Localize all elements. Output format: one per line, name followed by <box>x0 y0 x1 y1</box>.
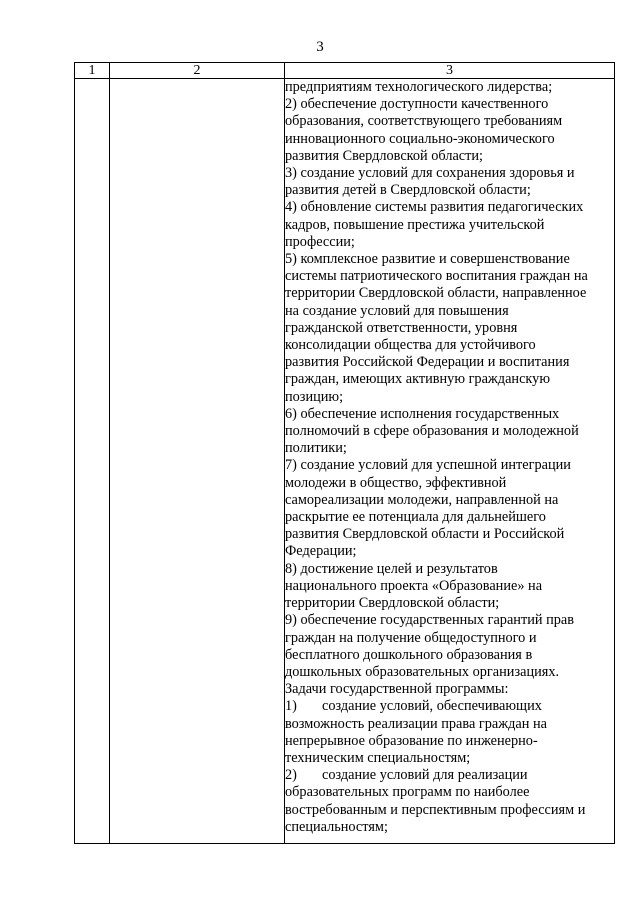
text-line: развития Российской Федерации и воспитания <box>285 354 570 371</box>
column-2-cell <box>110 79 285 844</box>
text-line: гражданской ответственности, уровня <box>285 319 518 336</box>
program-table <box>74 62 615 844</box>
text-line: территории Свердловской области; <box>285 595 500 612</box>
text-line: самореализации молодежи, направленной на <box>285 491 559 508</box>
task-text-1: создание условий, обеспечивающих <box>322 698 542 715</box>
task-item-1 <box>285 698 614 715</box>
column-3-cell <box>285 79 615 844</box>
text-line: системы патриотического воспитания граждан на <box>285 268 588 285</box>
text-line: 3) создание условий для сохранения здоровья и <box>285 165 575 182</box>
task-1-line: возможность реализации права граждан на <box>285 715 547 732</box>
column-1-cell <box>75 79 110 844</box>
text-line: политики; <box>285 440 347 457</box>
text-line: полномочий в сфере образования и молодежной <box>285 423 579 440</box>
column-header-1: 1 <box>75 63 110 79</box>
text-line: инновационного социально-экономического <box>285 130 555 147</box>
page-number: 3 <box>316 39 324 55</box>
text-line: предприятиям технологического лидерства; <box>285 79 553 95</box>
text-line: кадров, повышение престижа учительской <box>285 216 545 233</box>
task-2-line: специальностям; <box>285 818 388 835</box>
text-line: профессии; <box>285 233 355 250</box>
task-1-line: техническим специальностям; <box>285 749 471 766</box>
text-line: молодежи в общество, эффективной <box>285 474 507 491</box>
text-line: позицию; <box>285 388 344 405</box>
text-line: 4) обновление системы развития педагогических <box>285 199 584 216</box>
text-line: Федерации; <box>285 543 357 560</box>
goals-text <box>285 79 614 698</box>
text-line: граждан на получение общедоступного и <box>285 629 537 646</box>
text-line: 7) создание условий для успешной интеграции <box>285 457 571 474</box>
text-line: 6) обеспечение исполнения государственных <box>285 405 560 422</box>
text-line: 5) комплексное развитие и совершенствование <box>285 251 570 268</box>
column-header-3: 3 <box>285 63 615 79</box>
text-line: 8) достижение целей и результатов <box>285 560 498 577</box>
text-line: консолидации общества для устойчивого <box>285 337 536 354</box>
text-line: развития Свердловской области и Российской <box>285 526 565 543</box>
text-line: раскрытие ее потенциала для дальнейшего <box>285 509 546 526</box>
task-continuation-2 <box>285 784 614 836</box>
text-line: Задачи государственной программы: <box>285 681 509 698</box>
text-line: на создание условий для повышения <box>285 302 509 319</box>
column-header-2: 2 <box>110 63 285 79</box>
text-line: развития Свердловской области; <box>285 147 484 164</box>
task-number-1: 1) <box>285 698 297 715</box>
task-number-2: 2) <box>285 767 297 784</box>
table-row <box>75 79 615 844</box>
task-continuation-1 <box>285 716 614 768</box>
text-line: дошкольных образовательных организациях. <box>285 663 560 680</box>
table-header-row <box>75 63 615 79</box>
text-line: территории Свердловской области, направленное <box>285 285 587 302</box>
text-line: бесплатного дошкольного образования в <box>285 646 533 663</box>
text-line: 2) обеспечение доступности качественного <box>285 96 549 113</box>
task-item-2 <box>285 767 614 784</box>
task-2-line: образовательных программ по наиболее <box>285 784 530 801</box>
text-line: граждан, имеющих активную гражданскую <box>285 371 550 388</box>
text-line: образования, соответствующего требованиям <box>285 113 563 130</box>
text-line: 9) обеспечение государственных гарантий прав <box>285 612 574 629</box>
task-2-line: востребованным и перспективным профессиям и <box>285 801 586 818</box>
text-line: развития детей в Свердловской области; <box>285 182 531 199</box>
task-text-2: создание условий для реализации <box>322 767 528 784</box>
text-line: национального проекта «Образование» на <box>285 577 543 594</box>
task-1-line: непрерывное образование по инженерно- <box>285 732 538 749</box>
